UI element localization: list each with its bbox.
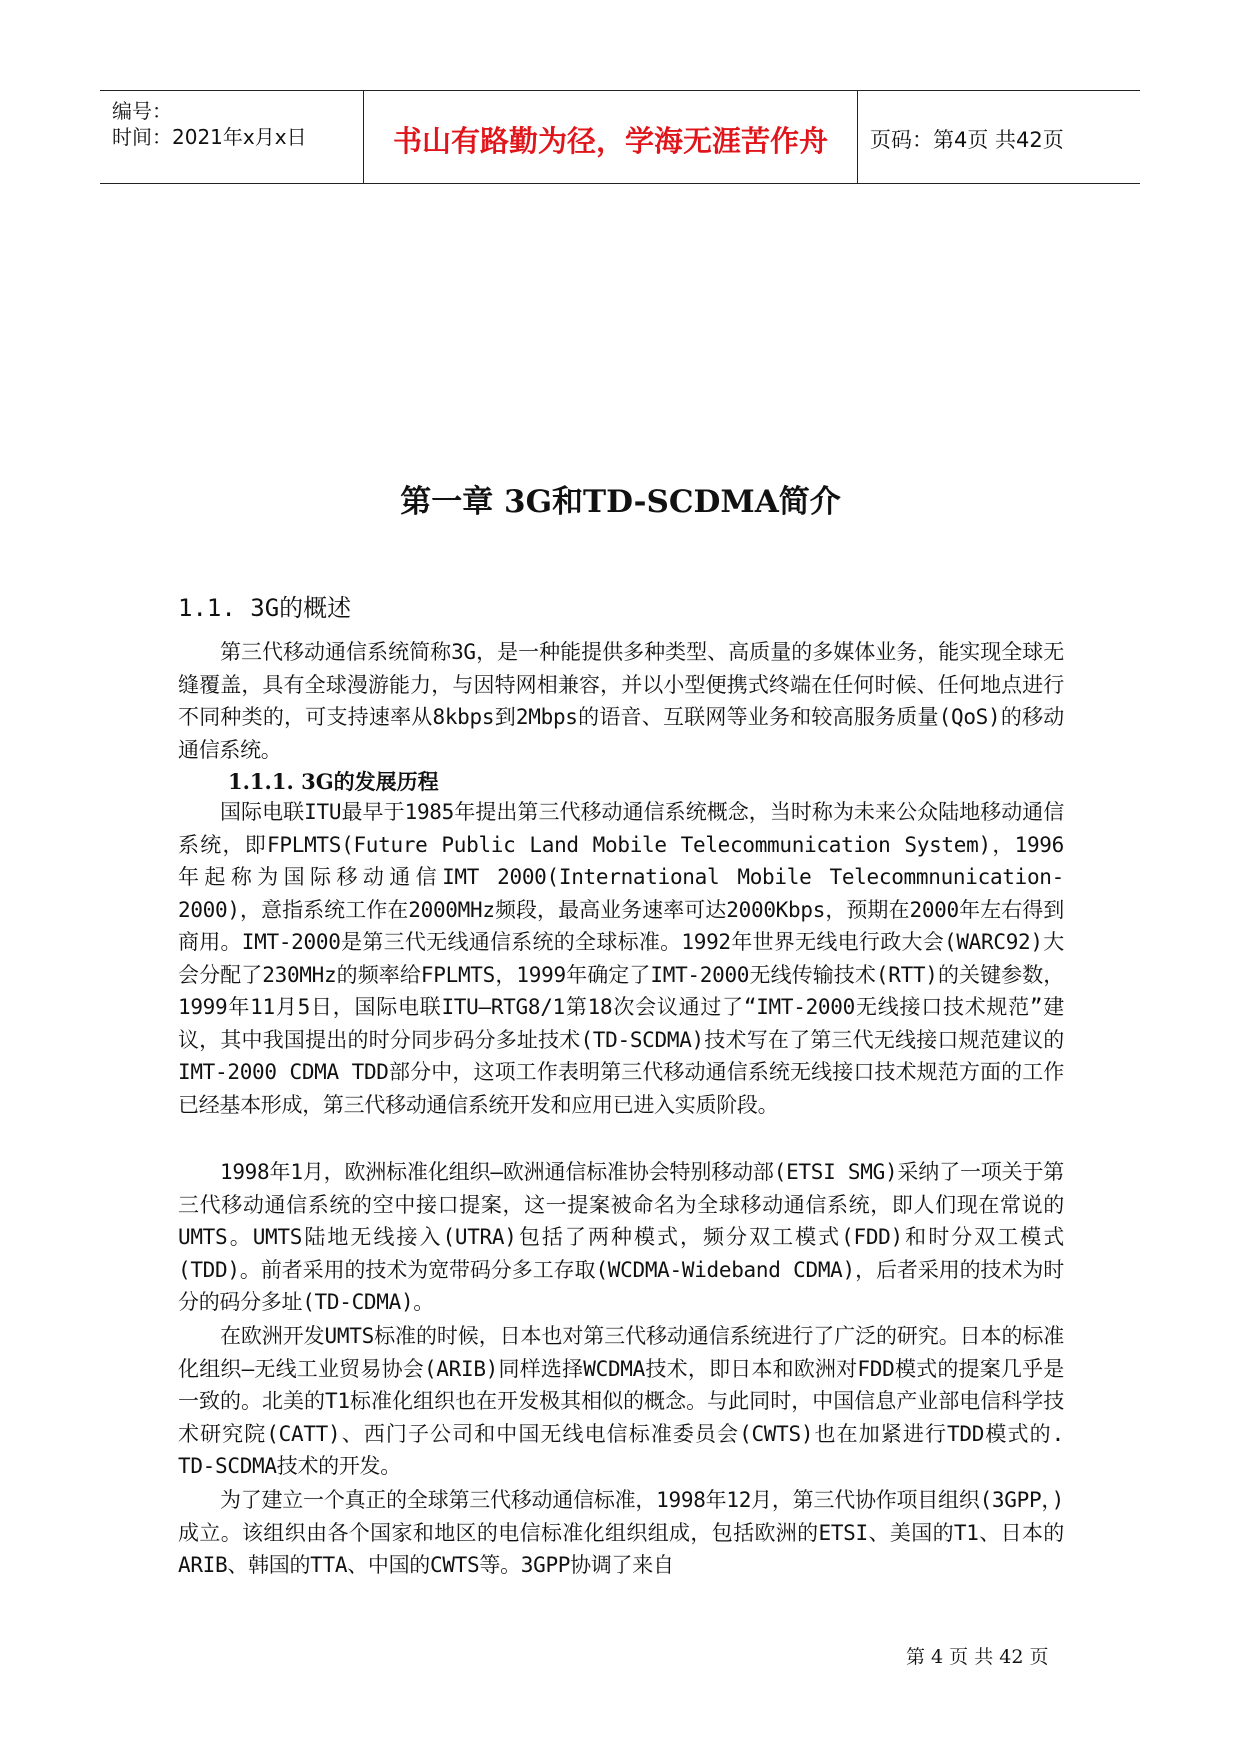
paragraph-3gpp: 为了建立一个真正的全球第三代移动通信标准，1998年12月，第三代协作项目组织(3GPP，)成立。该组织由各个国家和地区的电信标准化组织组成，包括欧洲的ETSI、美国的T1、日本的ARIB、韩国的TTA、中国的CWTS等。3GPP协调了来自 xyxy=(178,1488,1064,1577)
chapter-title: 第一章 3G和TD-SCDMA简介 xyxy=(400,484,841,520)
paragraph-itu-history: 国际电联ITU最早于1985年提出第三代移动通信系统概念，当时称为未来公众陆地移动通信系统，即FPLMTS(Future Public Land Mobile Telecommunication System)，1996年起称为国际移动通信IMT 2000(International Mobile Telecommnunication-2000)，意指系统工作在2000MHz频段，最高业务速率可达2000Kbps，预期在2000年左右得到商用。IMT-2000是第三代无线通信系统的全球标准。1992年世界无线电行政大会(WARC92)大会分配了230MHz的频率给FPLMTS，1999年确定了IMT-2000无线传输技术(RTT)的关键参数，1999年11月5日，国际电联ITU—RTG8/1第18次会议通过了“IMT-2000无线接口技术规范”建议，其中我国提出的时分同步码分多址技术(TD-SCDMA)技术写在了第三代无线接口规范建议的IMT-2000 CDMA TDD部分中，这项工作表明第三代移动通信系统无线接口技术规范方面的工作已经基本形成，第三代移动通信系统开发和应用已进入实质阶段。 xyxy=(178,800,1064,1117)
header-motto: 书山有路勤为径，学海无涯苦作舟 xyxy=(392,124,828,158)
section-heading: 1.1. 3G的概述 xyxy=(178,594,352,622)
header-page-cell xyxy=(858,91,1140,183)
paragraph-etsi-umts: 1998年1月，欧洲标准化组织—欧洲通信标准协会特别移动部(ETSI SMG)采纳了一项关于第三代移动通信系统的空中接口提案，这一提案被命名为全球移动通信系统，即人们现在常说的UMTS。UMTS陆地无线接入(UTRA)包括了两种模式，频分双工模式(FDD)和时分双工模式(TDD)。前者采用的技术为宽带码分多工存取(WCDMA-Wideband CDMA)，后者采用的技术为时分的码分多址(TD-CDMA)。 xyxy=(178,1160,1064,1314)
page-footer: 第 4 页 共 42 页 xyxy=(906,1646,1049,1668)
subsection-heading: 1.1.1. 3G的发展历程 xyxy=(228,769,439,794)
paragraph-intro: 第三代移动通信系统简称3G，是一种能提供多种类型、高质量的多媒体业务，能实现全球无缝覆盖，具有全球漫游能力，与因特网相兼容，并以小型便携式终端在任何时候、任何地点进行不同种类的，可支持速率从8kbps到2Mbps的语音、互联网等业务和较高服务质量(QoS)的移动通信系统。 xyxy=(178,640,1064,762)
document-time-label: 时间：2021年x月x日 xyxy=(112,125,307,149)
header-page-code: 页码：第4页 共42页 xyxy=(870,128,1064,152)
page-header-table xyxy=(100,90,1140,184)
header-motto-cell xyxy=(364,91,858,183)
header-info-cell xyxy=(100,91,364,183)
document-number-label: 编号： xyxy=(112,99,172,123)
paragraph-japan-china: 在欧洲开发UMTS标准的时候，日本也对第三代移动通信系统进行了广泛的研究。日本的标准化组织—无线工业贸易协会(ARIB)同样选择WCDMA技术，即日本和欧洲对FDD模式的提案几乎是一致的。北美的T1标准化组织也在开发极其相似的概念。与此同时，中国信息产业部电信科学技术研究院(CATT)、西门子公司和中国无线电信标准委员会(CWTS)也在加紧进行TDD模式的. TD-SCDMA技术的开发。 xyxy=(178,1324,1064,1478)
